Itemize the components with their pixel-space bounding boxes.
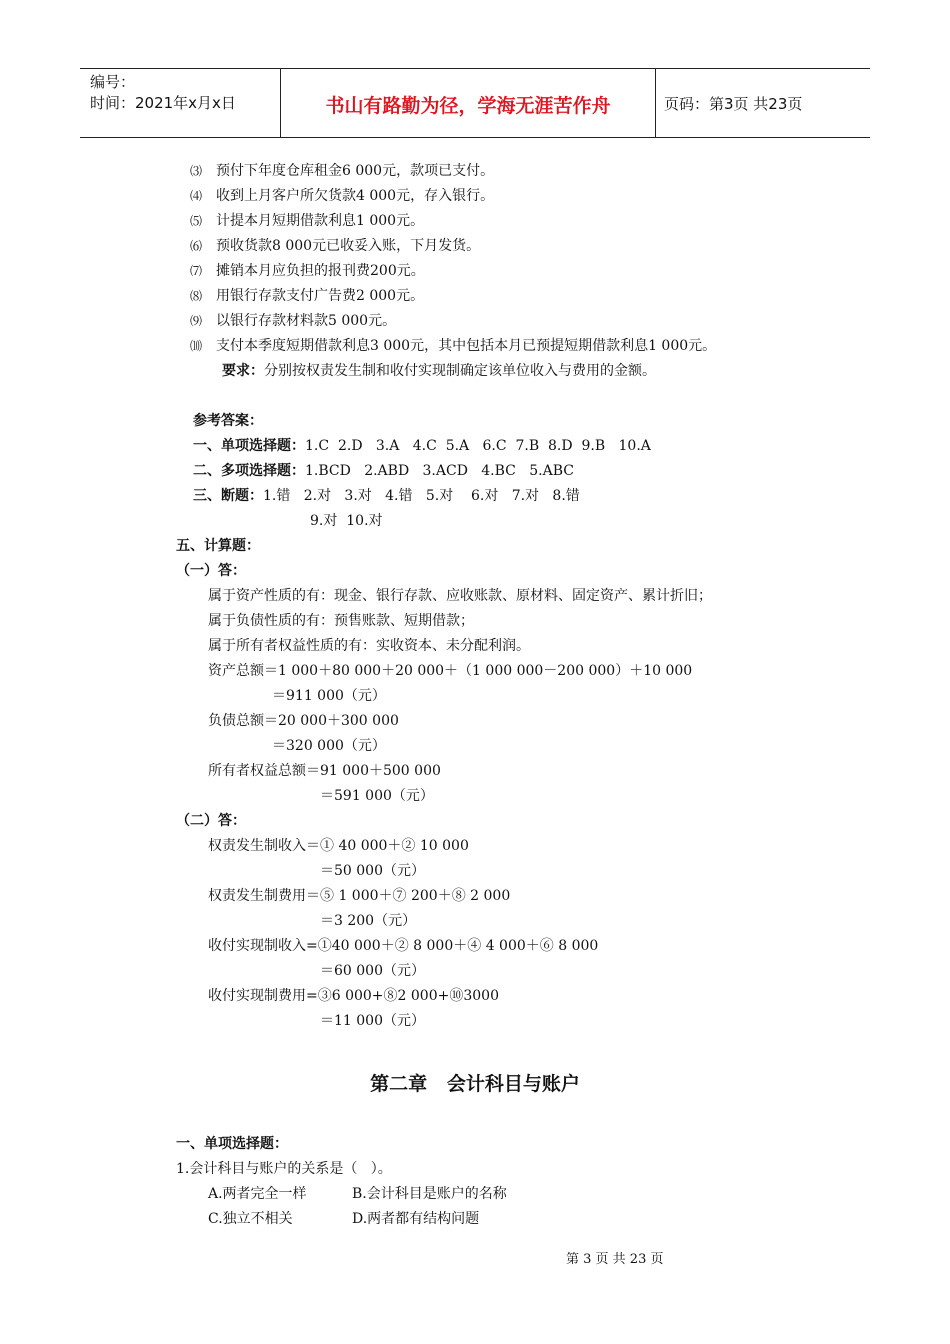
item-text: 用银行存款支付广告费2 000元。: [216, 288, 425, 304]
option-d: D.两者都有结构问题: [352, 1211, 480, 1227]
calc-line: 所有者权益总额＝91 000＋500 000: [208, 763, 441, 779]
item-text: 支付本季度短期借款利息3 000元，其中包括本月已预提短期借款利息1 000元。: [216, 338, 717, 354]
calc-line: 属于所有者权益性质的有：实收资本、未分配利润。: [208, 638, 530, 654]
item-number: ⑽: [190, 339, 203, 353]
item-number: ⑺: [190, 264, 203, 278]
calc-line: 收付实现制收入=①40 000＋② 8 000＋④ 4 000＋⑥ 8 000: [208, 938, 599, 954]
item-number: ⑷: [190, 189, 203, 203]
calc-line: ＝3 200（元）: [320, 913, 417, 929]
calc-line: ＝911 000（元）: [272, 688, 386, 704]
number-label: 编号：: [90, 73, 136, 91]
header-motto-cell: [280, 69, 656, 137]
requirement-label: 要求：: [222, 363, 264, 379]
item-text: 预收货款8 000元已收妥入账，下月发货。: [216, 238, 481, 254]
calc-line: ＝591 000（元）: [320, 788, 434, 804]
page-footer: 第 3 页 共 23 页: [566, 1252, 664, 1267]
calc-line: 权责发生制费用＝⑤ 1 000＋⑦ 200＋⑧ 2 000: [208, 888, 511, 904]
answers-single: [193, 436, 651, 456]
calc-part1-label: （一）答：: [176, 563, 246, 579]
section-title: 一、单项选择题：: [176, 1136, 288, 1152]
chapter-title: 第二章 会计科目与账户: [370, 1073, 580, 1095]
list-item: [190, 336, 716, 356]
calc-line: 属于资产性质的有：现金、银行存款、应收账款、原材料、固定资产、累计折旧；: [208, 588, 712, 604]
item-number: ⑸: [190, 214, 203, 228]
calc-line: ＝320 000（元）: [272, 738, 386, 754]
item-text: 预付下年度仓库租金6 000元，款项已支付。: [216, 163, 495, 179]
calc-line: 资产总额＝1 000＋80 000＋20 000＋（1 000 000－200 000）＋10 000: [208, 663, 693, 679]
item-text: 以银行存款材料款5 000元。: [216, 313, 397, 329]
list-item: [190, 286, 424, 306]
answers-judge: [193, 486, 580, 506]
item-number: ⑻: [190, 289, 203, 303]
list-item: [190, 311, 396, 331]
header-left: [90, 72, 236, 114]
item-text: 计提本月短期借款利息1 000元。: [216, 213, 425, 229]
calc-line: 权责发生制收入＝① 40 000＋② 10 000: [208, 838, 469, 854]
single-label: 一、单项选择题：: [193, 438, 305, 454]
list-item: [190, 186, 494, 206]
calc-line: ＝60 000（元）: [320, 963, 425, 979]
calc-part2-label: （二）答：: [176, 813, 246, 829]
list-item: [190, 211, 424, 231]
item-text: 收到上月客户所欠货款4 000元，存入银行。: [216, 188, 495, 204]
requirement: [222, 361, 656, 381]
item-number: ⑹: [190, 239, 203, 253]
page-header: [80, 68, 870, 138]
item-number: ⑶: [190, 164, 203, 178]
item-number: ⑼: [190, 314, 203, 328]
list-item: [190, 261, 425, 281]
judge-answers: 1.错 2.对 3.对 4.错 5.对 6.对 7.对 8.错: [263, 488, 580, 504]
answers-multi: [193, 461, 574, 481]
judge-answers-continued: 9.对 10.对: [310, 513, 383, 529]
question-text: 1.会计科目与账户的关系是（ ）。: [176, 1161, 392, 1177]
option-b: B.会计科目是账户的名称: [352, 1186, 507, 1202]
item-text: 摊销本月应负担的报刊费200元。: [216, 263, 425, 279]
calc-line: 负债总额＝20 000＋300 000: [208, 713, 399, 729]
calc-line: ＝50 000（元）: [320, 863, 425, 879]
single-answers: 1.C 2.D 3.A 4.C 5.A 6.C 7.B 8.D 9.B 10.A: [305, 438, 651, 454]
option-c: C.独立不相关: [208, 1211, 293, 1227]
calc-title: 五、计算题：: [176, 538, 260, 554]
calc-line: ＝11 000（元）: [320, 1013, 425, 1029]
judge-label: 三、断题：: [193, 488, 263, 504]
option-a: A.两者完全一样: [208, 1186, 307, 1202]
calc-line: 属于负债性质的有：预售账款、短期借款；: [208, 613, 474, 629]
list-item: [190, 236, 480, 256]
calc-line: 收付实现制费用=③6 000+⑧2 000+⑩3000: [208, 988, 499, 1004]
requirement-text: 分别按权责发生制和收付实现制确定该单位收入与费用的金额。: [264, 363, 656, 379]
multi-answers: 1.BCD 2.ABD 3.ACD 4.BC 5.ABC: [305, 463, 574, 479]
list-item: [190, 161, 494, 181]
date-label: 时间：2021年x月x日: [90, 94, 236, 112]
header-page-info: 页码：第3页 共23页: [664, 95, 803, 113]
answers-title: 参考答案：: [193, 413, 263, 429]
header-motto: 书山有路勤为径，学海无涯苦作舟: [325, 95, 611, 117]
multi-label: 二、多项选择题：: [193, 463, 305, 479]
